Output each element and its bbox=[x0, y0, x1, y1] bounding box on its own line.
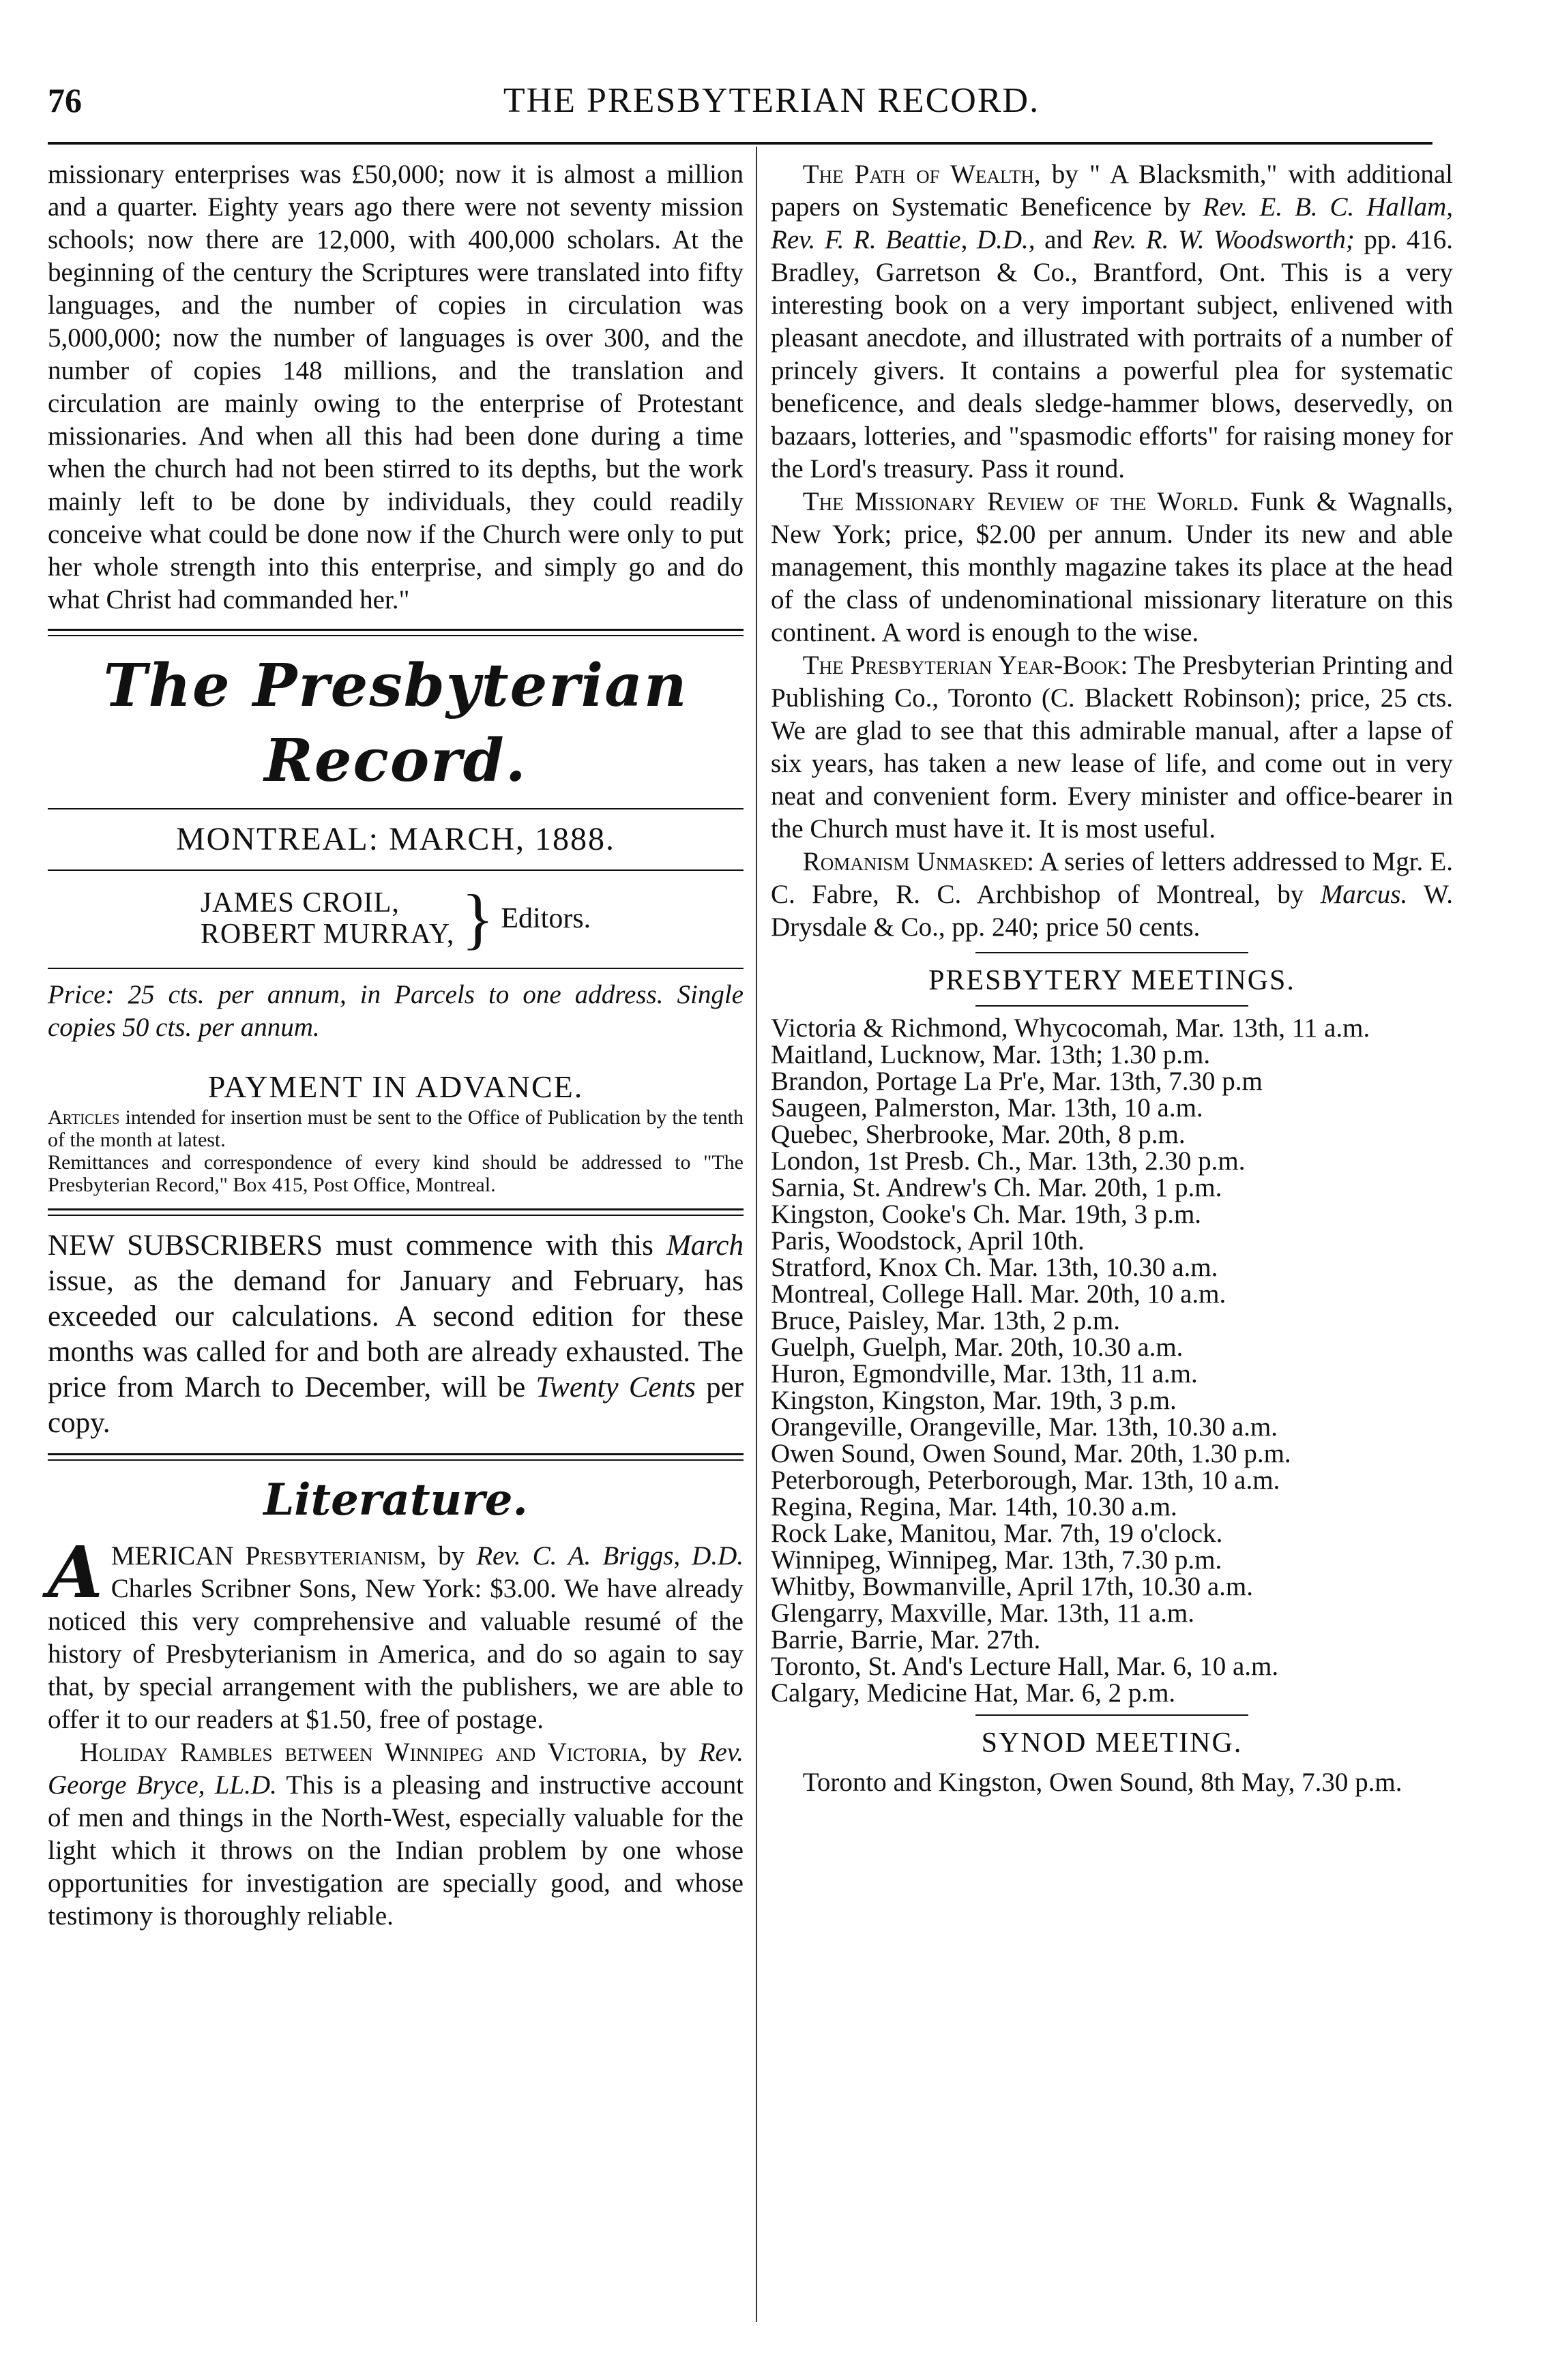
notice-text: issue, as the demand for January and February, has exceeded our calculations. A second edition for these months was called for and both are already exhausted. The price from March to December, will be bbox=[48, 1265, 744, 1403]
meeting-entry: Rock Lake, Manitou, Mar. 7th, 19 o'clock. bbox=[771, 1519, 1223, 1548]
meeting-entry: Winnipeg, Winnipeg, Mar. 13th, 7.30 p.m. bbox=[771, 1545, 1222, 1575]
new-subscribers-notice bbox=[48, 1228, 744, 1441]
meeting-entry: Montreal, College Hall. Mar. 20th, 10 a.m. bbox=[771, 1279, 1226, 1309]
review-text: Funk & Wagnalls, New York; price, $2.00 per annum. Under its new and able management, this monthly magazine takes its place at the head of the class of undenominational missionary literature on this continent. A word is enough to the wise. bbox=[771, 487, 1453, 647]
brace-glyph: } bbox=[461, 880, 495, 956]
review-author: Marcus. bbox=[1320, 880, 1408, 909]
double-rule bbox=[48, 629, 744, 636]
notice-emphasis: Twenty Cents bbox=[535, 1371, 696, 1403]
running-title: THE PRESBYTERIAN RECORD. bbox=[503, 81, 1040, 120]
column-divider bbox=[756, 147, 757, 2322]
meeting-entry: Maitland, Lucknow, Mar. 13th; 1.30 p.m. bbox=[771, 1040, 1211, 1069]
review-text: and bbox=[1035, 225, 1092, 254]
review-text: W. Drysdale & Co., pp. 240; price 50 cents. bbox=[771, 880, 1453, 942]
review-title: Holiday Rambles between Winnipeg and Victoria, bbox=[79, 1738, 648, 1767]
drop-cap: A bbox=[48, 1530, 103, 1614]
meeting-entry: Whitby, Bowmanville, April 17th, 10.30 a.m. bbox=[771, 1572, 1253, 1601]
synod-meeting-text: Toronto and Kingston, Owen Sound, 8th May, 7.30 p.m. bbox=[802, 1768, 1402, 1797]
review-title: The Missionary Review of the World. bbox=[802, 487, 1239, 516]
meeting-entry: Quebec, Sherbrooke, Mar. 20th, 8 p.m. bbox=[771, 1120, 1186, 1149]
articles-notice bbox=[48, 1106, 744, 1151]
articles-text: intended for insertion must be sent to the Office of Publication by the tenth of the month at latest. bbox=[48, 1106, 744, 1151]
meeting-entry: Saugeen, Palmerston, Mar. 13th, 10 a.m. bbox=[771, 1093, 1203, 1122]
meeting-entry: Peterborough, Peterborough, Mar. 13th, 10 a.m. bbox=[771, 1466, 1280, 1495]
meeting-entry: Huron, Egmondville, Mar. 13th, 11 a.m. bbox=[771, 1359, 1198, 1388]
right-column bbox=[771, 158, 1453, 1799]
editor-names bbox=[201, 887, 455, 950]
review-path-of-wealth bbox=[771, 158, 1453, 486]
meeting-entry: Victoria & Richmond, Whycocomah, Mar. 13th, 11 a.m. bbox=[771, 1013, 1370, 1043]
editors-block bbox=[48, 880, 744, 956]
review-title: The Path of Wealth, bbox=[802, 160, 1041, 189]
rule bbox=[48, 808, 744, 809]
review-text: by bbox=[647, 1738, 699, 1767]
review-author: Rev. C. A. Briggs, D.D. bbox=[476, 1541, 744, 1571]
meeting-entry: Paris, Woodstock, April 10th. bbox=[771, 1226, 1085, 1255]
editor-name: JAMES CROIL, bbox=[200, 887, 400, 919]
review-author: Rev. E. B. C. Hallam, Rev. F. R. Beattie, D.D., bbox=[771, 192, 1453, 254]
meeting-entry: Orangeville, Orangeville, Mar. 13th, 10.30 a.m. bbox=[771, 1412, 1278, 1442]
missionary-paragraph: missionary enterprises was £50,000; now it is almost a million and a quarter. Eighty years ago there were not seventy mission schools; now there are 12,000, with 400,000 scholars. At the beginning of the century the Scriptures were translated into fifty languages, and the number of copies in circulation was 5,000,000; now the number of languages is over 300, and the number of copies 148 millions, and the translation and circulation are mainly owing to the enterprise of Protestant missionaries. And when all this had been done during a time when the church had not been stirred to its depths, but the work mainly left to be done by individuals, they could readily conceive what could be done now if the Church were only to put her whole strength into this enterprise, and simply go and do what Christ had commanded her." bbox=[48, 160, 744, 614]
payment-heading: PAYMENT IN ADVANCE. bbox=[207, 1069, 584, 1104]
masthead-title: The Presbyterian Record. bbox=[103, 651, 688, 795]
meetings-list bbox=[771, 1015, 1453, 1706]
meeting-entry: Brandon, Portage La Pr'e, Mar. 13th, 7.30 p.m bbox=[771, 1067, 1263, 1096]
meeting-entry: Regina, Regina, Mar. 14th, 10.30 a.m. bbox=[771, 1492, 1177, 1521]
meeting-entry: Toronto, St. And's Lecture Hall, Mar. 6, 10 a.m. bbox=[771, 1652, 1279, 1681]
meeting-entry: London, 1st Presb. Ch., Mar. 13th, 2.30 p.m. bbox=[771, 1146, 1246, 1176]
review-text: by " A Blacksmith," with additional papers on Systematic Beneficence by bbox=[771, 160, 1453, 222]
review-missionary-review bbox=[771, 486, 1453, 649]
review-text: This is a pleasing and instructive account of men and things in the North-West, especially valuable for the light which it throws on the Indian problem by one whose opportunities for investigation are specially good, and whose testimony is thoroughly reliable. bbox=[48, 1770, 744, 1931]
review-author: Rev. R. W. Woodsworth; bbox=[1091, 225, 1355, 254]
presbytery-meetings-heading: PRESBYTERY MEETINGS. bbox=[928, 965, 1295, 996]
meeting-entry: Stratford, Knox Ch. Mar. 13th, 10.30 a.m. bbox=[771, 1253, 1218, 1282]
short-rule bbox=[975, 1005, 1248, 1007]
meeting-entry: Owen Sound, Owen Sound, Mar. 20th, 1.30 p.m. bbox=[771, 1439, 1291, 1468]
remittances-notice: Remittances and correspondence of every kind should be addressed to "The Presbyterian Record," Box 415, Post Office, Montreal. bbox=[48, 1151, 744, 1196]
meeting-entry: Sarnia, St. Andrew's Ch. Mar. 20th, 1 p.m. bbox=[771, 1173, 1222, 1202]
meeting-entry: Guelph, Guelph, Mar. 20th, 10.30 a.m. bbox=[771, 1333, 1184, 1362]
editors-label: Editors. bbox=[501, 903, 591, 934]
header-rule bbox=[48, 142, 1432, 145]
left-column bbox=[48, 158, 744, 1933]
review-holiday-rambles bbox=[48, 1736, 744, 1933]
review-text: by bbox=[426, 1541, 477, 1571]
articles-label: Articles bbox=[48, 1106, 120, 1129]
review-title: The Presbyterian Year-Book: bbox=[802, 651, 1128, 680]
meeting-entry: Bruce, Paisley, Mar. 13th, 2 p.m. bbox=[771, 1306, 1120, 1335]
dateline: MONTREAL: MARCH, 1888. bbox=[175, 821, 616, 857]
review-romanism-unmasked bbox=[771, 846, 1453, 944]
double-rule bbox=[48, 1453, 744, 1461]
synod-meeting-heading: SYNOD MEETING. bbox=[981, 1727, 1243, 1759]
meeting-entry: Kingston, Kingston, Mar. 19th, 3 p.m. bbox=[771, 1386, 1177, 1415]
meeting-entry: Calgary, Medicine Hat, Mar. 6, 2 p.m. bbox=[771, 1678, 1176, 1708]
rule bbox=[48, 968, 744, 969]
double-rule bbox=[48, 1208, 744, 1216]
meeting-entry: Kingston, Cooke's Ch. Mar. 19th, 3 p.m. bbox=[771, 1200, 1202, 1229]
editor-name: ROBERT MURRAY, bbox=[200, 919, 455, 950]
meeting-entry: Barrie, Barrie, Mar. 27th. bbox=[771, 1625, 1041, 1654]
meeting-entry: Glengarry, Maxville, Mar. 13th, 11 a.m. bbox=[771, 1598, 1194, 1628]
page-number: 76 bbox=[48, 81, 82, 119]
notice-emphasis: March bbox=[666, 1230, 744, 1262]
review-author: Rev. George Bryce, LL.D. bbox=[48, 1738, 744, 1800]
literature-heading: Literature. bbox=[263, 1474, 528, 1526]
short-rule bbox=[975, 1714, 1248, 1716]
review-year-book bbox=[771, 649, 1453, 846]
notice-text: NEW SUBSCRIBERS must commence with this bbox=[48, 1230, 666, 1262]
short-rule bbox=[975, 952, 1248, 953]
review-text: A series of letters addressed to Mgr. E. C. Fabre, R. C. Archbishop of Montreal, by bbox=[771, 847, 1453, 909]
review-text: Charles Scribner Sons, New York: $3.00. We have already noticed this very comprehensive and valuable resumé of the history of Presbyterianism in America, and do so again to say that, by special arrangement with the publishers, we are able to offer it to our readers at $1.50, free of postage. bbox=[48, 1574, 744, 1734]
review-text: The Presbyterian Printing and Publishing Co., Toronto (C. Blackett Robinson); price, 25 cts. We are glad to see that this admirable manual, after a lapse of six years, has taken a new lease of life, and come out in very neat and convenient form. Every minister and office-bearer in the Church must have it. It is most useful. bbox=[771, 651, 1453, 844]
review-title: Romanism Unmasked: bbox=[802, 847, 1034, 876]
price-info: Price: 25 cts. per annum, in Parcels to one address. Single copies 50 cts. per annum. bbox=[48, 980, 744, 1042]
review-title: MERICAN Presbyterianism, bbox=[111, 1541, 427, 1571]
review-american-presbyterianism bbox=[48, 1530, 744, 1736]
notice-text: per copy. bbox=[48, 1371, 744, 1439]
review-text: pp. 416. Bradley, Garretson & Co., Brantford, Ont. This is a very interesting book on a very important subject, enlivened with pleasant anecdote, and illustrated with portraits of a number of princely givers. It contains a powerful plea for systematic beneficence, and deals sledge-hammer blows, deservedly, on bazaars, lotteries, and "spasmodic efforts" for raising money for the Lord's treasury. Pass it round. bbox=[771, 225, 1453, 484]
rule bbox=[48, 869, 744, 871]
